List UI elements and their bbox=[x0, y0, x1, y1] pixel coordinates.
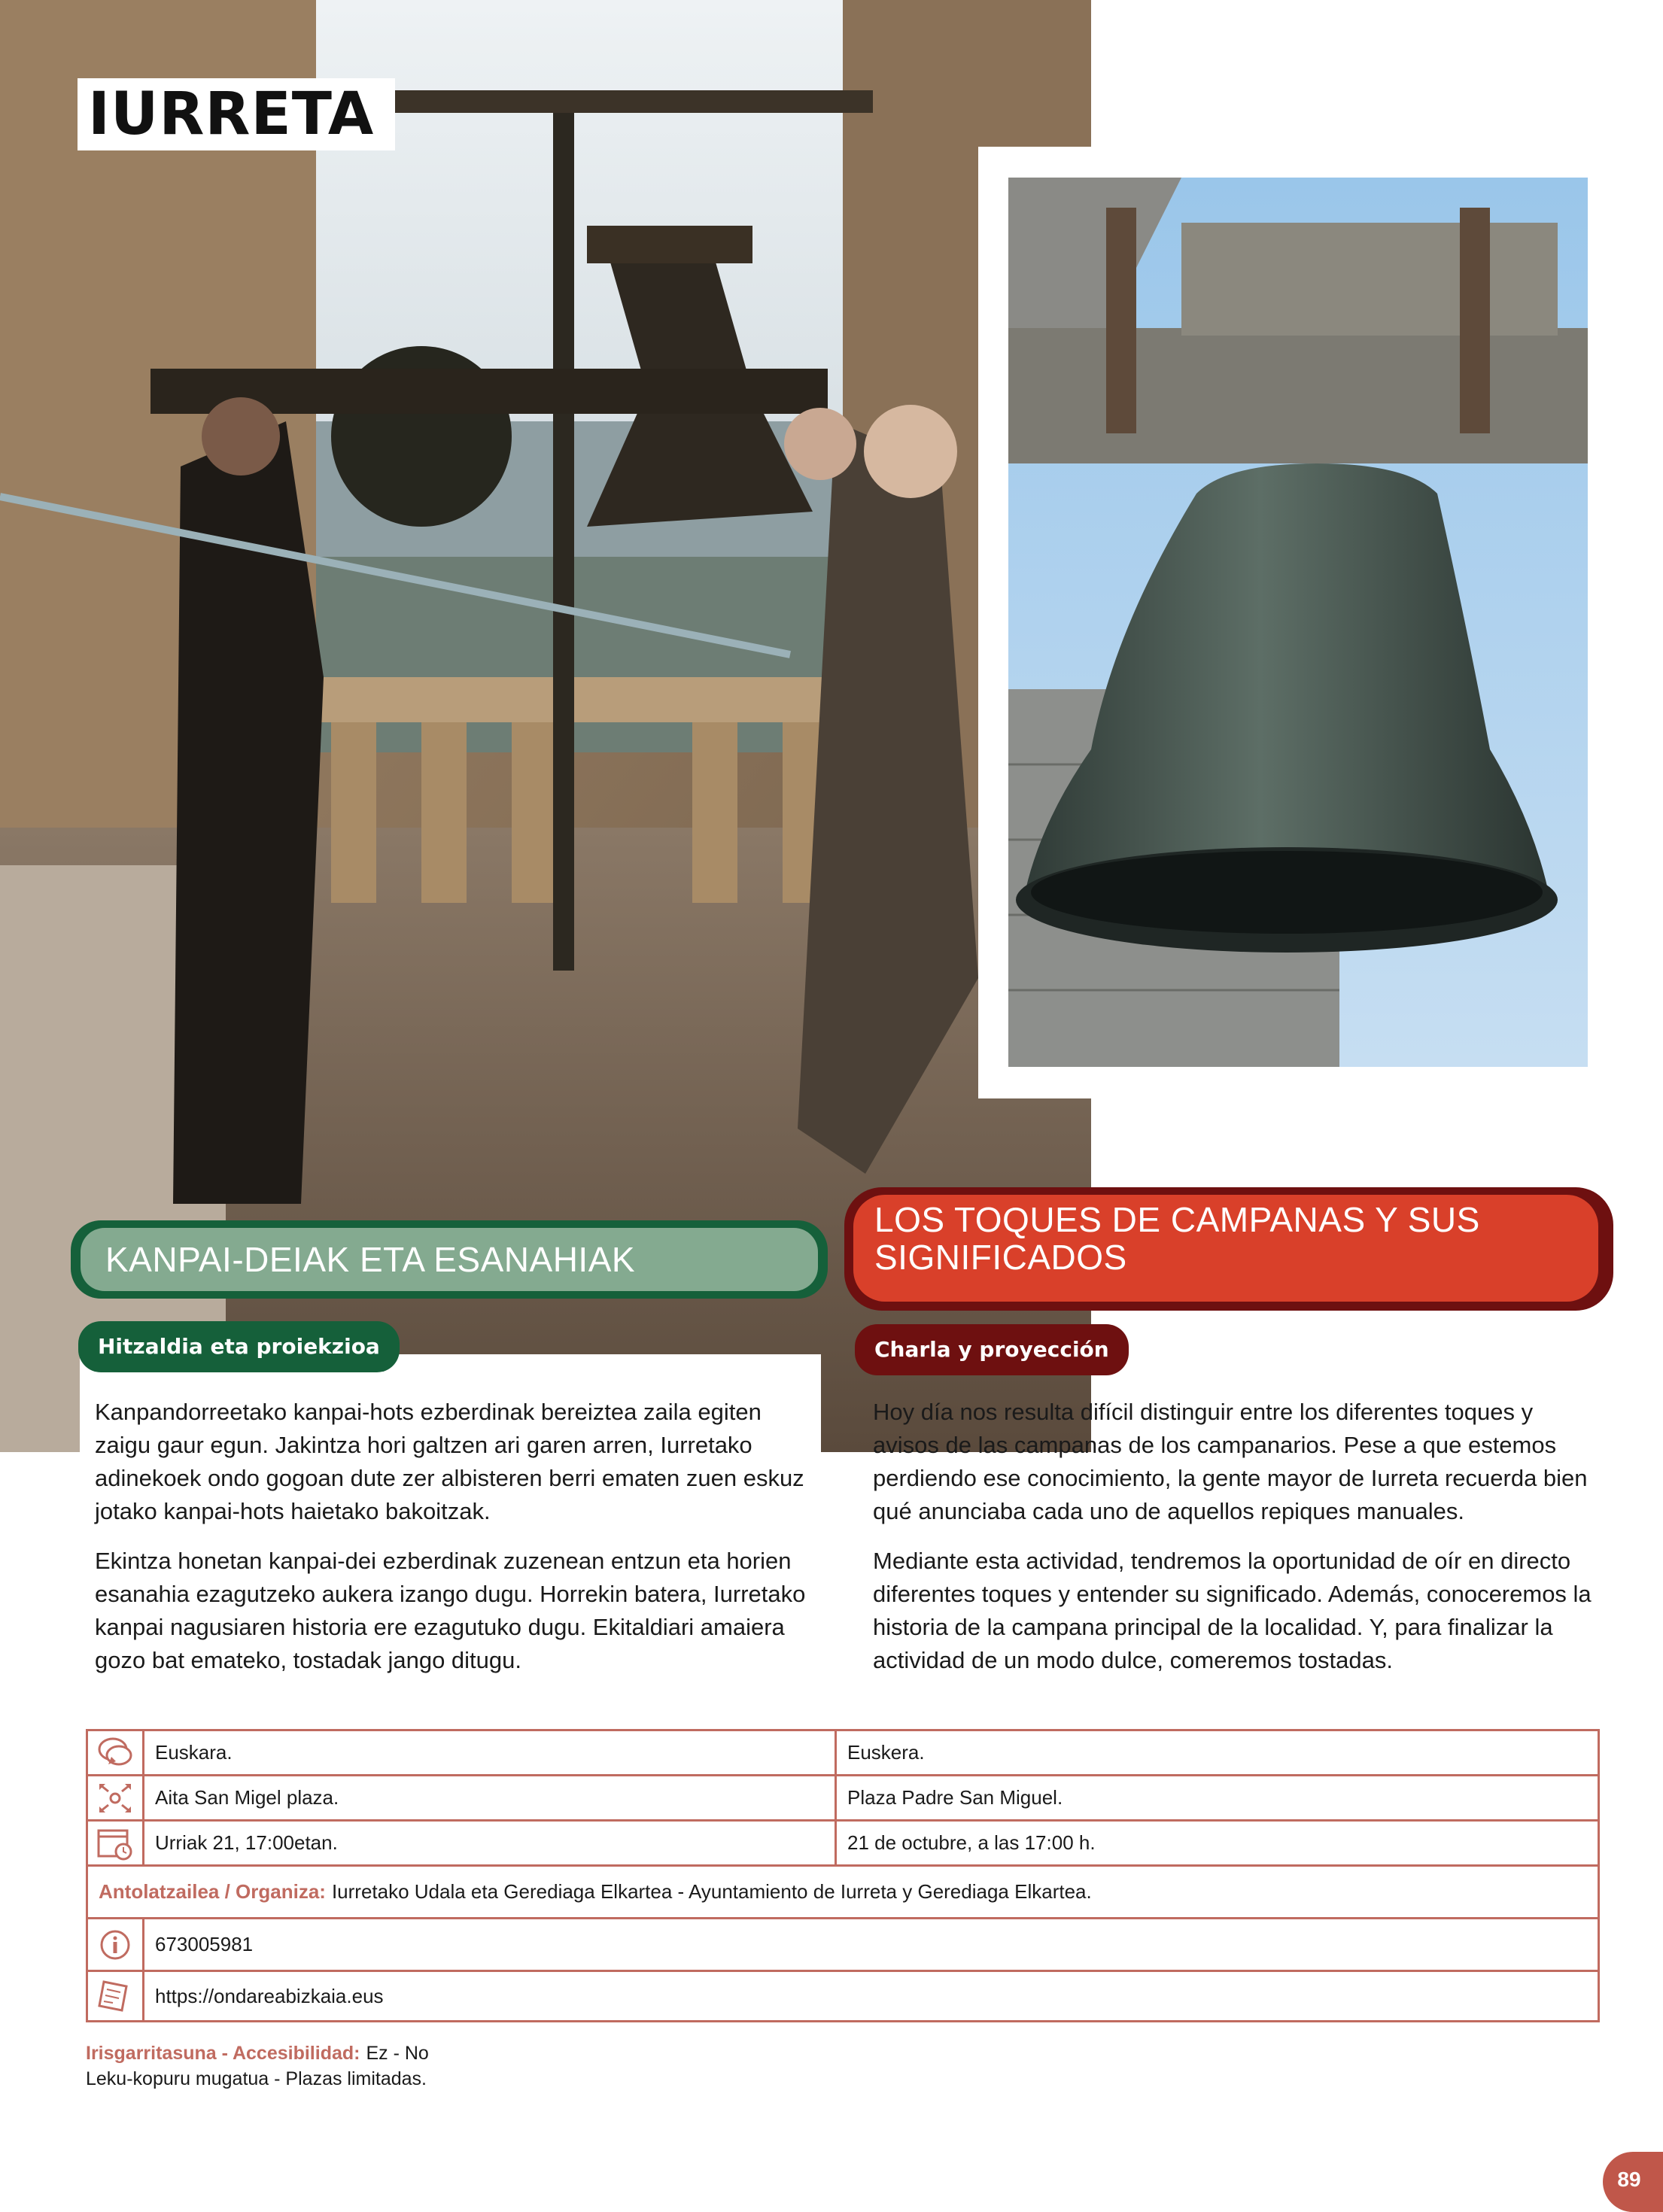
info-icon bbox=[88, 1919, 144, 1970]
accessibility-info bbox=[86, 2040, 429, 2092]
limited-places: Leku-kopuru mugatua - Plazas limitadas. bbox=[86, 2068, 427, 2089]
language-eu: Euskara. bbox=[144, 1731, 837, 1774]
organizer bbox=[88, 1867, 1598, 1917]
date-row bbox=[86, 1819, 1600, 1864]
website-row bbox=[86, 1970, 1600, 2022]
place-eu: Aita San Migel plaza. bbox=[144, 1776, 837, 1819]
paragraph: Ekintza honetan kanpai-dei ezberdinak zuzenean entzun eta horien esanahia ezagutzeko aukera izango dugu. Horrekin batera, Iurretako kanpai nagusiaren historia ere ezagutuko dugu. Ekitaldiari amaiera gozo bat emateko, tostadak jango ditugu. bbox=[95, 1548, 806, 1673]
description-eu bbox=[95, 1396, 817, 1694]
place-es: Plaza Padre San Miguel. bbox=[847, 1786, 1063, 1809]
description-es bbox=[873, 1396, 1595, 1694]
phone-number[interactable]: 673005981 bbox=[155, 1933, 254, 1955]
event-type-badge-es: Charla y proyección bbox=[855, 1324, 1129, 1375]
organizer-value: Iurretako Udala eta Gerediaga Elkartea - Ayuntamiento de Iurreta y Gerediaga Elkartea. bbox=[331, 1880, 1092, 1903]
section-title-es: LOS TOQUES DE CAMPANAS Y SUS SIGNIFICADOS bbox=[874, 1200, 1480, 1277]
calendar-clock-icon bbox=[88, 1822, 144, 1864]
location-arrows-icon bbox=[88, 1776, 144, 1819]
accessibility-line bbox=[86, 2040, 429, 2066]
organizer-label: Antolatzailea / Organiza: bbox=[99, 1880, 326, 1903]
place-row bbox=[86, 1774, 1600, 1819]
website-link[interactable]: https://ondareabizkaia.eus bbox=[155, 1984, 384, 2007]
paragraph: Hoy día nos resulta difícil distinguir entre los diferentes toques y avisos de las campanas de los campanarios. Pese a que estemos perdiendo ese conocimiento, la gente mayor de Iurreta recuerda bien qué anunciaba cada uno de aquellos repiques manuales. bbox=[873, 1399, 1588, 1524]
date-es: 21 de octubre, a las 17:00 h. bbox=[847, 1831, 1096, 1854]
accessibility-label: Irisgarritasuna - Accesibilidad: bbox=[86, 2043, 360, 2064]
phone-row bbox=[86, 1917, 1600, 1970]
page-number: 89 bbox=[1617, 2168, 1641, 2191]
speech-bubble-icon bbox=[88, 1731, 144, 1774]
paragraph: Mediante esta actividad, tendremos la oportunidad de oír en directo diferentes toques y entender su significado. Además, conoceremos la historia de la campana principal de la localidad. Y, para finalizar la actividad de un modo dulce, comeremos tostadas. bbox=[873, 1548, 1592, 1673]
page-number-tab bbox=[1603, 2152, 1663, 2212]
accessibility-value: Ez - No bbox=[366, 2043, 429, 2064]
paragraph: Kanpandorreetako kanpai-hots ezberdinak bereiztea zaila egiten zaigu gaur egun. Jakintza hori galtzen ari garen arren, Iurretako adinekoek ondo gogoan dute zer albisteren berri ematen zuen eskuz jotako kanpai-hots haietako bakoitzak. bbox=[95, 1399, 804, 1524]
info-table bbox=[86, 1729, 1600, 2022]
ticket-icon bbox=[88, 1972, 144, 2020]
town-title: IURRETA bbox=[78, 78, 395, 150]
section-title-eu: KANPAI-DEIAK ETA ESANAHIAK bbox=[105, 1240, 636, 1279]
event-type-badge-eu: Hitzaldia eta proiekzioa bbox=[78, 1321, 400, 1372]
organizer-row bbox=[86, 1864, 1600, 1917]
language-row bbox=[86, 1729, 1600, 1774]
bronze-bell-photo bbox=[1008, 178, 1588, 1067]
language-es: Euskera. bbox=[847, 1741, 925, 1764]
date-eu: Urriak 21, 17:00etan. bbox=[144, 1822, 837, 1864]
